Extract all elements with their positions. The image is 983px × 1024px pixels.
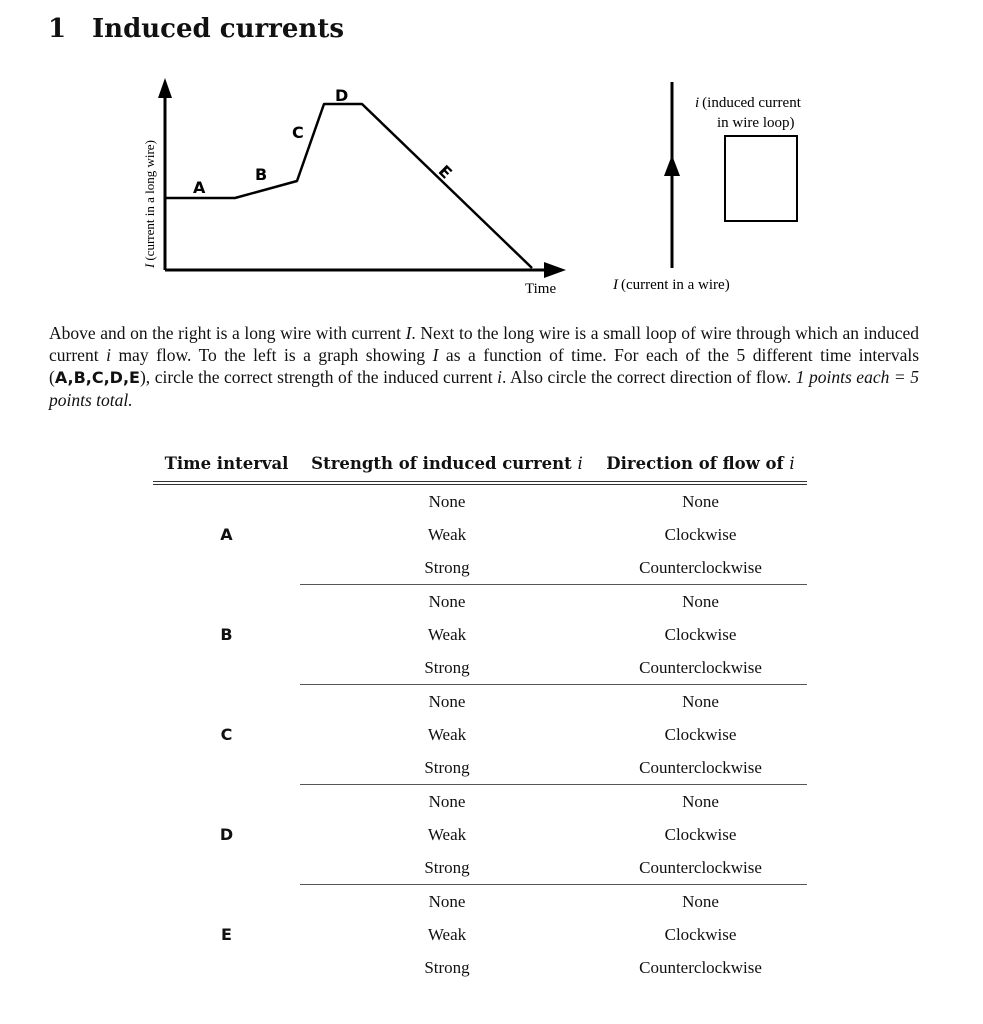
option-text[interactable]: Strong [424,557,470,577]
table-row [153,885,807,919]
header-direction-text: Direction of flow of [606,454,790,473]
option-text[interactable]: None [682,891,719,911]
figure [0,0,983,310]
header-row [153,450,807,483]
option-text[interactable]: Strong [424,657,470,677]
interval-label-d: D [219,825,234,844]
interval-list: A,B,C,D,E [54,368,140,387]
header-strength-var: i [577,454,583,473]
direction-option-counterclockwise[interactable] [594,951,807,984]
answer-table [153,450,807,984]
strength-option-strong[interactable] [300,751,594,785]
option-text[interactable]: None [682,791,719,811]
option-text[interactable]: Weak [427,624,467,644]
direction-option-none[interactable] [594,585,807,619]
loop-label-line1: i (induced current [695,95,801,111]
option-text[interactable]: Counterclockwise [639,557,762,577]
option-text[interactable]: Weak [427,524,467,544]
option-text[interactable]: None [428,891,466,911]
para-text: as a function of time. For each of the 5 different time intervals ( [49,345,920,387]
direction-option-counterclockwise[interactable] [594,651,807,685]
loop-label-line2: in wire loop) [717,115,795,131]
direction-option-none[interactable] [594,685,807,719]
direction-option-none[interactable] [594,885,807,919]
interval-label-e: E [221,924,232,944]
option-text[interactable]: Weak [427,824,467,844]
strength-option-weak[interactable] [300,518,594,551]
para-text: . Next to the long wire is a small loop of wire through which an induced current [49,323,919,365]
section-number: 1 [48,14,67,44]
strength-option-weak[interactable] [300,818,594,851]
points-note: 1 points each = 5 points total. [49,367,919,410]
option-text[interactable]: None [428,791,466,811]
direction-option-none[interactable] [594,483,807,518]
option-text[interactable]: None [682,491,719,511]
option-text[interactable]: None [428,591,466,611]
strength-option-weak[interactable] [300,718,594,751]
table-row [153,685,807,719]
direction-option-clockwise[interactable] [594,818,807,851]
current-time-graph [142,78,566,297]
section-title: Induced currents [92,14,344,44]
header-strength [300,450,594,483]
option-text[interactable]: None [682,691,719,711]
segment-label-b: B [255,165,268,184]
strength-option-strong[interactable] [300,651,594,685]
direction-option-counterclockwise[interactable] [594,851,807,885]
var-induced-current: i [497,367,502,387]
direction-option-counterclockwise[interactable] [594,551,807,585]
option-text[interactable]: None [428,691,466,711]
strength-option-none[interactable] [300,685,594,719]
option-text[interactable]: Clockwise [664,924,737,944]
x-axis-label: Time [525,281,557,297]
current-curve [165,104,532,268]
option-text[interactable]: Clockwise [664,624,737,644]
para-text: . Also circle the correct direction of flow. [502,367,796,387]
header-strength-text: Strength of induced current [311,454,578,473]
option-text[interactable]: Strong [424,757,470,777]
option-text[interactable]: Weak [427,724,467,744]
y-axis-label: I(current in a long wire) [142,140,157,268]
direction-option-clockwise[interactable] [594,618,807,651]
strength-option-none[interactable] [300,585,594,619]
strength-option-none[interactable] [300,785,594,819]
option-text[interactable]: Weak [427,924,467,944]
header-direction-var: i [789,454,795,473]
header-time-interval: Time interval [153,450,300,483]
direction-option-none[interactable] [594,785,807,819]
wire-current-arrow [664,155,680,176]
direction-option-clockwise[interactable] [594,918,807,951]
wire-figure [612,82,802,293]
para-text: ), circle the correct strength of the induced current [139,367,498,387]
instructions-paragraph [49,322,919,411]
table-row [153,483,807,518]
option-text[interactable]: None [682,591,719,611]
option-text[interactable]: Counterclockwise [639,857,762,877]
strength-option-none[interactable] [300,483,594,518]
strength-option-weak[interactable] [300,918,594,951]
var-current: I [432,345,439,365]
wire-label: I (current in a wire) [613,277,730,293]
option-text[interactable]: Strong [424,957,470,977]
y-axis-arrow [158,78,172,98]
option-text[interactable]: Clockwise [664,724,737,744]
option-text[interactable]: Counterclockwise [639,757,762,777]
option-text[interactable]: None [428,491,466,511]
segment-label-d: D [335,86,349,105]
strength-option-strong[interactable] [300,851,594,885]
option-text[interactable]: Counterclockwise [639,957,762,977]
segment-label-a: A [193,178,206,197]
segment-label-e: E [434,161,456,183]
interval-label-b: B [220,625,233,644]
wire-loop [725,136,797,221]
strength-option-strong[interactable] [300,951,594,984]
para-text: Above and on the right is a long wire with current [49,323,406,343]
strength-option-strong[interactable] [300,551,594,585]
interval-label-a: A [220,525,233,545]
var-induced-current: i [106,345,111,365]
option-text[interactable]: Clockwise [664,524,737,544]
direction-option-clockwise[interactable] [594,518,807,551]
var-current: I [405,323,412,343]
segment-label-c: C [292,123,304,142]
option-text[interactable]: Clockwise [664,824,737,844]
option-text[interactable]: Strong [424,857,470,877]
x-axis-arrow [544,262,566,278]
table-row [153,785,807,819]
interval-label-c: C [220,725,233,744]
header-direction [594,450,807,483]
table-row [153,585,807,619]
strength-option-none[interactable] [300,885,594,919]
direction-option-clockwise[interactable] [594,718,807,751]
para-text: may flow. To the left is a graph showing [110,345,433,365]
direction-option-counterclockwise[interactable] [594,751,807,785]
strength-option-weak[interactable] [300,618,594,651]
option-text[interactable]: Counterclockwise [639,657,762,677]
